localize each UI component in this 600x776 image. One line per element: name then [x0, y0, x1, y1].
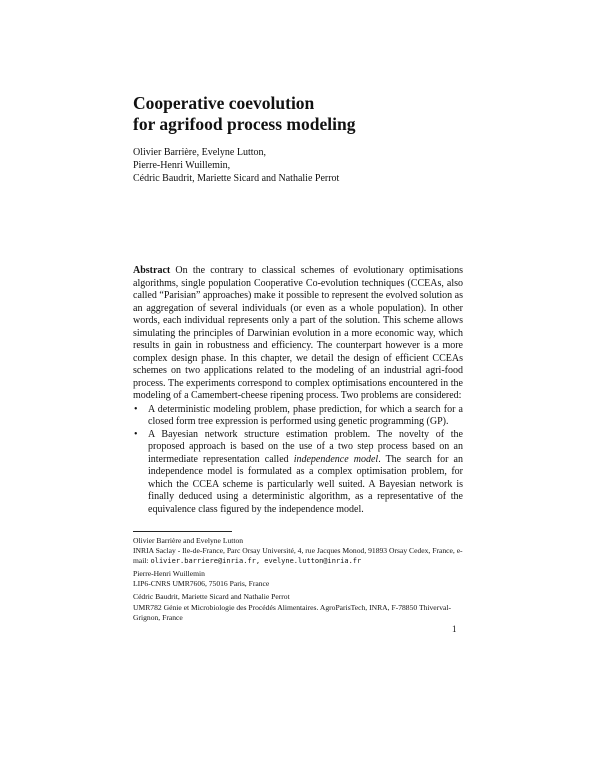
- author-line: Cédric Baudrit, Mariette Sicard and Nathalie Perrot: [133, 172, 340, 184]
- footnote-divider: [133, 531, 232, 532]
- affiliation-names: Olivier Barrière and Evelyne Lutton: [133, 536, 244, 545]
- affiliation-address: [133, 546, 463, 566]
- affiliation-block: [133, 569, 463, 589]
- affiliation-block: [133, 592, 463, 622]
- bullet-text-end: . The search for an independence model is formulated as a complex optimisation problem, for which the CCEA scheme is particularly well suited. A Bayesian network is finally deduced using a deterministic algorithm, as a representative of the equivalence class figured by the independence model.: [148, 453, 463, 515]
- affiliation-address-text: INRIA Saclay - Ile-de-France, Parc Orsay Université, 4, rue Jacques Monod, 91893 Orsay Cedex, France, e-mail:: [133, 546, 463, 566]
- affiliation-names: Pierre-Henri Wuillemin: [133, 569, 205, 579]
- bullet-emphasis: independence model: [293, 453, 379, 465]
- abstract-label: Abstract: [133, 265, 171, 276]
- abstract-bullet-item: [133, 404, 463, 429]
- abstract-paragraph: [133, 265, 463, 403]
- affiliation-address: UMR782 Génie et Microbiologie des Procédés Alimentaires. AgroParisTech, INRA, F-78850 Thiverval-Grignon, France: [133, 602, 451, 622]
- affiliation-footnotes: [133, 536, 463, 626]
- title-line-2: for agrifood process modeling: [133, 114, 356, 134]
- abstract: [133, 265, 463, 516]
- abstract-bullet-item: [133, 429, 463, 517]
- email-addresses: olivier.barriere@inria.fr, evelyne.lutton@inria.fr: [150, 557, 362, 566]
- author-line: Pierre-Henri Wuillemin,: [133, 159, 231, 171]
- paper-title: [133, 93, 513, 135]
- affiliation-address: LIP6-CNRS UMR7606, 75016 Paris, France: [133, 579, 270, 589]
- author-list: [133, 147, 513, 185]
- bullet-text: A deterministic modeling problem, phase prediction, for which a search for a closed form tree expression is performed using genetic programming (GP).: [148, 403, 463, 427]
- author-line: Olivier Barrière, Evelyne Lutton,: [133, 147, 267, 158]
- affiliation-names: Cédric Baudrit, Mariette Sicard and Nathalie Perrot: [133, 592, 290, 602]
- bullet-icon: •: [134, 428, 138, 440]
- bullet-text-start: A Bayesian network structure estimation problem. The novelty of the proposed approach is based on the use of a two step process based on an intermediate representation called: [148, 428, 463, 465]
- bullet-icon: •: [134, 403, 138, 415]
- title-line-1: Cooperative coevolution: [133, 93, 315, 113]
- abstract-bullet-list: [133, 404, 463, 517]
- page-number: 1: [452, 624, 457, 634]
- affiliation-block: [133, 536, 463, 566]
- abstract-text: On the contrary to classical schemes of evolutionary optimisations algorithms, single population Cooperative Co-evolution techniques (CCEAs, also called “Parisian” approaches) make it possible to represent the evolved solution as an aggregation of several individuals (or even as a whole population). In other words, each individual represents only a part of the solution. This scheme allows simulating the principles of Darwinian evolution in a more economic way, which results in gain in robustness and efficiency. The counterpart however is a more complex design phase. In this chapter, we detail the design of efficient CCEAs schemes on two applications related to the modeling of an industrial agri-food process. The experiments correspond to complex optimisations encountered in the modeling of a Camembert-cheese ripening process. Two problems are considered:: [133, 265, 464, 401]
